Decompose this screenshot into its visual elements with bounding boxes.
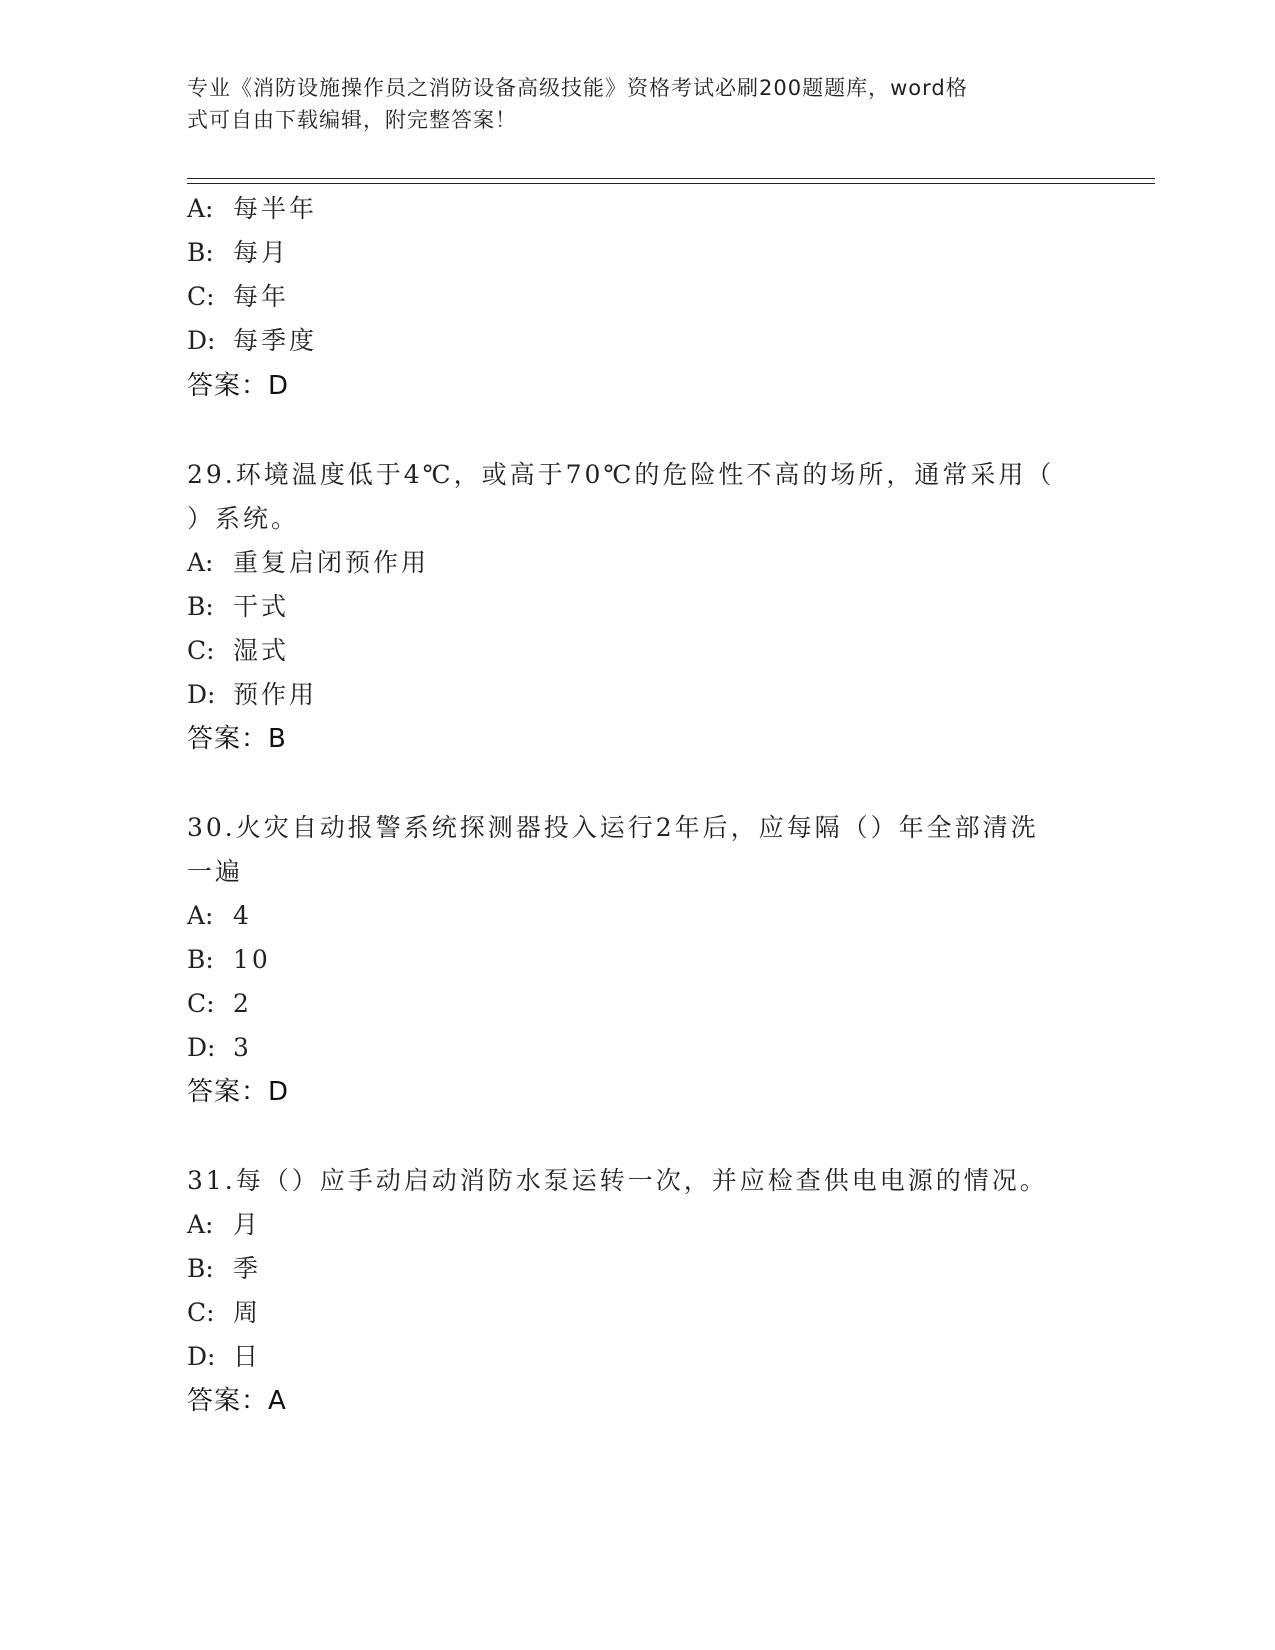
option-text: 每半年 [233, 194, 318, 223]
question-28-option-c [187, 282, 289, 312]
option-letter: D: [187, 680, 216, 709]
question-30-stem-line-2: 一遍 [187, 857, 244, 886]
option-letter: A: [187, 548, 214, 577]
question-31-option-d [187, 1342, 261, 1372]
option-letter: B: [187, 945, 214, 974]
question-29-option-c [187, 636, 289, 666]
question-28-option-b [187, 238, 289, 268]
option-letter: B: [187, 592, 214, 621]
question-30-answer: 答案：D [187, 1077, 290, 1107]
option-text: 日 [233, 1342, 262, 1371]
option-letter: C: [187, 282, 215, 311]
option-text: 重复启闭预作用 [233, 548, 430, 577]
question-31-stem-line-1: 31.每（）应手动启动消防水泵运转一次，并应检查供电电源的情况。 [187, 1166, 1048, 1195]
option-letter: C: [187, 1298, 215, 1327]
option-text: 4 [233, 901, 252, 930]
question-28-option-a [187, 194, 317, 224]
option-text: 月 [233, 1210, 262, 1239]
option-text: 2 [233, 989, 252, 1018]
question-29-stem-line-2: ）系统。 [187, 504, 300, 533]
header-line-1: 专业《消防设施操作员之消防设备高级技能》资格考试必刷200题题库，word格 [187, 76, 968, 100]
option-text: 10 [233, 945, 271, 974]
question-30-option-b [187, 945, 271, 975]
option-letter: B: [187, 238, 214, 267]
question-29-answer: 答案：B [187, 724, 287, 754]
question-29-stem-line-1: 29.环境温度低于4℃，或高于70℃的危险性不高的场所，通常采用（ [187, 460, 1055, 489]
question-30-option-a [187, 901, 252, 931]
option-text: 每月 [233, 238, 290, 267]
question-29-option-d [187, 680, 317, 710]
question-30-stem-line-1: 30.火灾自动报警系统探测器投入运行2年后，应每隔（）年全部清洗 [187, 813, 1039, 842]
option-text: 预作用 [233, 680, 318, 709]
option-text: 湿式 [233, 636, 290, 665]
option-letter: A: [187, 901, 214, 930]
option-text: 每季度 [233, 326, 318, 355]
question-31-option-c [187, 1298, 261, 1328]
option-text: 每年 [233, 282, 290, 311]
option-letter: A: [187, 194, 214, 223]
question-31-answer: 答案：A [187, 1386, 287, 1416]
question-31-option-a [187, 1210, 261, 1240]
header-line-2: 式可自由下载编辑，附完整答案！ [187, 108, 517, 132]
document-header [187, 72, 1067, 136]
question-28-answer: 答案：D [187, 371, 290, 401]
question-31-option-b [187, 1254, 261, 1284]
header-divider-bottom [187, 183, 1155, 184]
header-divider-top [187, 178, 1155, 179]
question-29-option-a [187, 548, 429, 578]
option-letter: D: [187, 1033, 216, 1062]
option-letter: B: [187, 1254, 214, 1283]
option-letter: A: [187, 1210, 214, 1239]
question-30-option-d [187, 1033, 252, 1063]
option-text: 干式 [233, 592, 290, 621]
question-30-option-c [187, 989, 252, 1019]
option-letter: C: [187, 989, 215, 1018]
option-text: 季 [233, 1254, 262, 1283]
option-letter: D: [187, 1342, 216, 1371]
option-text: 3 [233, 1033, 252, 1062]
option-text: 周 [233, 1298, 262, 1327]
option-letter: C: [187, 636, 215, 665]
question-28-option-d [187, 326, 317, 356]
question-29-option-b [187, 592, 289, 622]
option-letter: D: [187, 326, 216, 355]
